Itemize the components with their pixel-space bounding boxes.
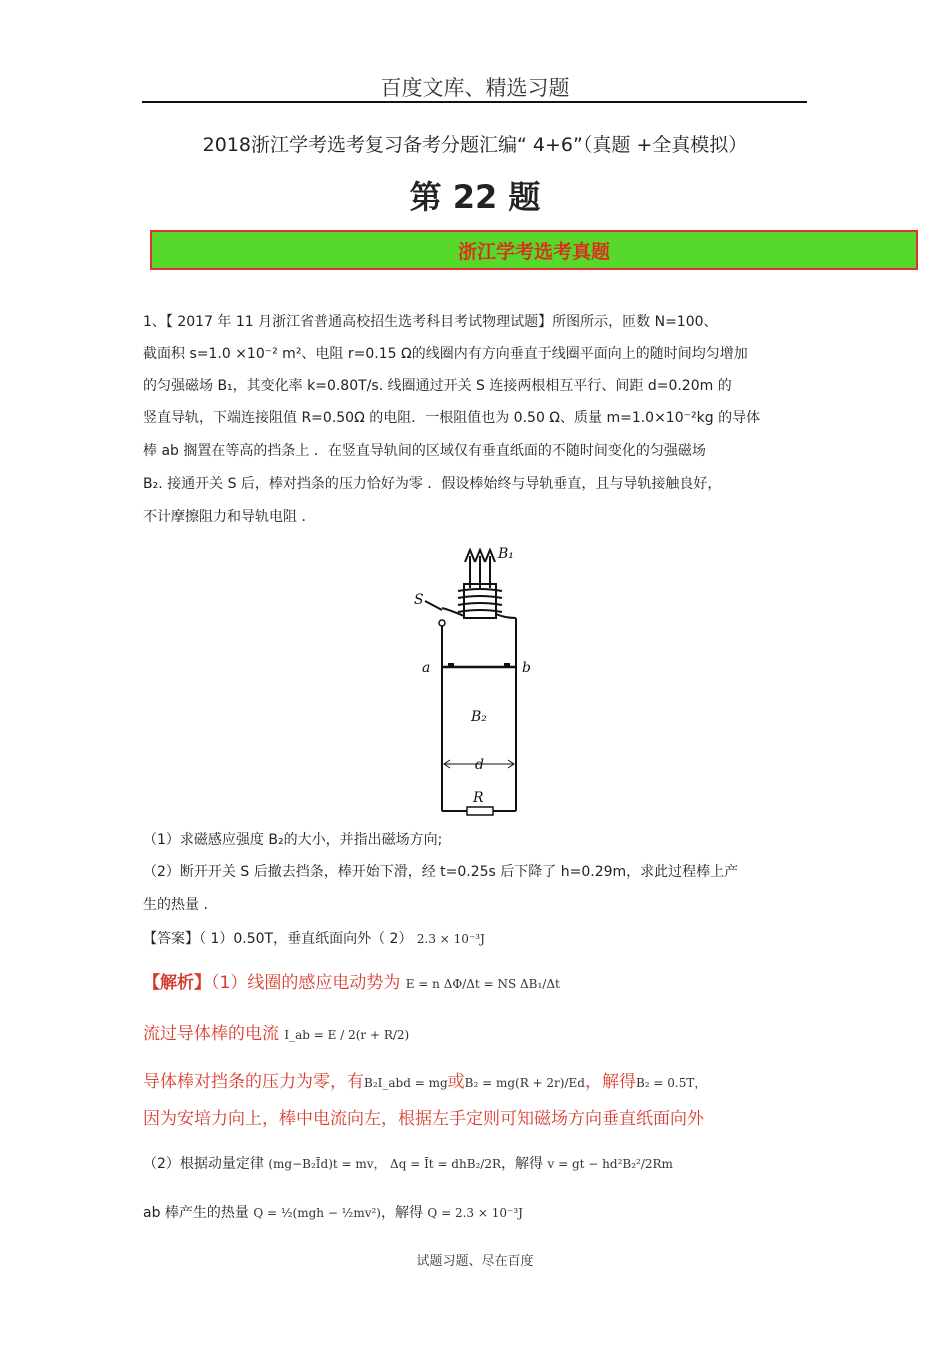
formula-heat: Q = ½(mgh − ½mv²) (253, 1206, 381, 1220)
formula-heat-result: Q = 2.3 × 10⁻³J (427, 1206, 523, 1220)
problem-line-1: 1、【 2017 年 11 月浙江省普通高校招生选考科目考试物理试题】所图所示，匝数 N=100、 (143, 314, 718, 330)
solution-line-5 (143, 1154, 673, 1174)
header-divider (142, 101, 807, 103)
formula-b2: B₂ = mg(R + 2r)/Ed (464, 1076, 585, 1090)
solution-line-2 (143, 1023, 409, 1046)
banner-label: 浙江学考选考真题 (457, 240, 610, 263)
problem-line-5: 棒 ab 搁置在等高的挡条上 ．在竖直导轨间的区域仅有垂直纸面的不随时间变化的匀强磁场 (143, 443, 706, 459)
label-r: R (473, 790, 484, 806)
question-title: 第 22 题 (409, 178, 541, 216)
problem-line-3: 的匀强磁场 B₁，其变化率 k=0.80T/s. 线圈通过开关 S 连接两根相互平行、间距 d=0.20m 的 (143, 378, 732, 394)
formula-emf: E = n ΔΦ/Δt = NS ΔB₁/Δt (405, 977, 560, 991)
label-b2: B₂ (471, 709, 487, 725)
solution-text-3c: ，解得 (584, 1072, 636, 1092)
label-b: b (522, 660, 531, 676)
label-b1: B₁ (498, 546, 514, 562)
problem-line-6: B₂. 接通开关 S 后，棒对挡条的压力恰好为零 ．假设棒始终与导轨垂直，且与导轨接触良好， (143, 476, 722, 492)
page-footer: 试题习题、尽在百度 (416, 1254, 534, 1269)
header-title: 百度文库、精选习题 (380, 76, 570, 100)
formula-current: I_ab = E / 2(r + R/2) (284, 1028, 410, 1042)
circuit-diagram (400, 538, 550, 823)
section-banner (150, 230, 918, 270)
answer-line (143, 929, 485, 949)
solution-text-6b: ，解得 (380, 1205, 423, 1221)
solution-line-1 (143, 972, 560, 995)
solution-text-5a: （2）根据动量定律 (143, 1156, 264, 1172)
sub-question-2-cont: 生的热量 . (143, 897, 208, 913)
answer-value: 2.3 × 10⁻³J (416, 932, 485, 946)
problem-line-7: 不计摩擦阻力和导轨电阻 ． (143, 509, 316, 525)
formula-balance: B₂I_abd = mg (364, 1076, 448, 1090)
problem-line-4: 竖直导轨，下端连接阻值 R=0.50Ω 的电阻．一根阻值也为 0.50 Ω、质量 m=1.0×10⁻²kg 的导体 (143, 410, 761, 426)
problem-line-2: 截面积 s=1.0 ×10⁻² m²、电阻 r=0.15 Ω的线圈内有方向垂直于线圈平面向上的随时间均匀增加 (143, 346, 748, 362)
solution-line-6 (143, 1203, 523, 1223)
formula-b2-result: B₂ = 0.5T， (635, 1076, 707, 1090)
solution-line-3 (143, 1071, 706, 1094)
formula-momentum: (mg−B₂Īd)t = mv， (268, 1157, 386, 1171)
label-a: a (422, 660, 431, 676)
solution-text-3b: 或 (447, 1072, 465, 1092)
label-d: d (475, 757, 484, 773)
solution-label: 【解析】 (143, 973, 211, 993)
solution-line-4: 因为安培力向上，棒中电流向左，根据左手定则可知磁场方向垂直纸面向外 (143, 1109, 704, 1129)
answer-text: （ 1）0.50T，垂直纸面向外（ 2） (199, 931, 413, 947)
sub-question-1: （1）求磁感应强度 B₂的大小，并指出磁场方向; (143, 832, 443, 848)
solution-text-2: 流过导体棒的电流 (143, 1024, 279, 1044)
formula-charge: Δq = Īt = dhB₂/2R (390, 1157, 502, 1171)
answer-label: 【答案】 (143, 931, 199, 947)
label-s: S (414, 592, 424, 608)
solution-text-6a: ab 棒产生的热量 (143, 1205, 249, 1221)
solution-text-1: （1）线圈的感应电动势为 (211, 973, 401, 993)
solution-text-5b: ，解得 (501, 1156, 544, 1172)
formula-velocity: v = gt − hd²B₂²/2Rm (547, 1157, 673, 1171)
solution-text-3a: 导体棒对挡条的压力为零，有 (143, 1072, 364, 1092)
sub-question-2: （2）断开开关 S 后撤去挡条，棒开始下滑，经 t=0.25s 后下降了 h=0.29m，求此过程棒上产 (143, 864, 739, 880)
document-title: 2018浙江学考选考复习备考分题汇编“ 4+6”（真题 +全真模拟） (202, 134, 748, 156)
